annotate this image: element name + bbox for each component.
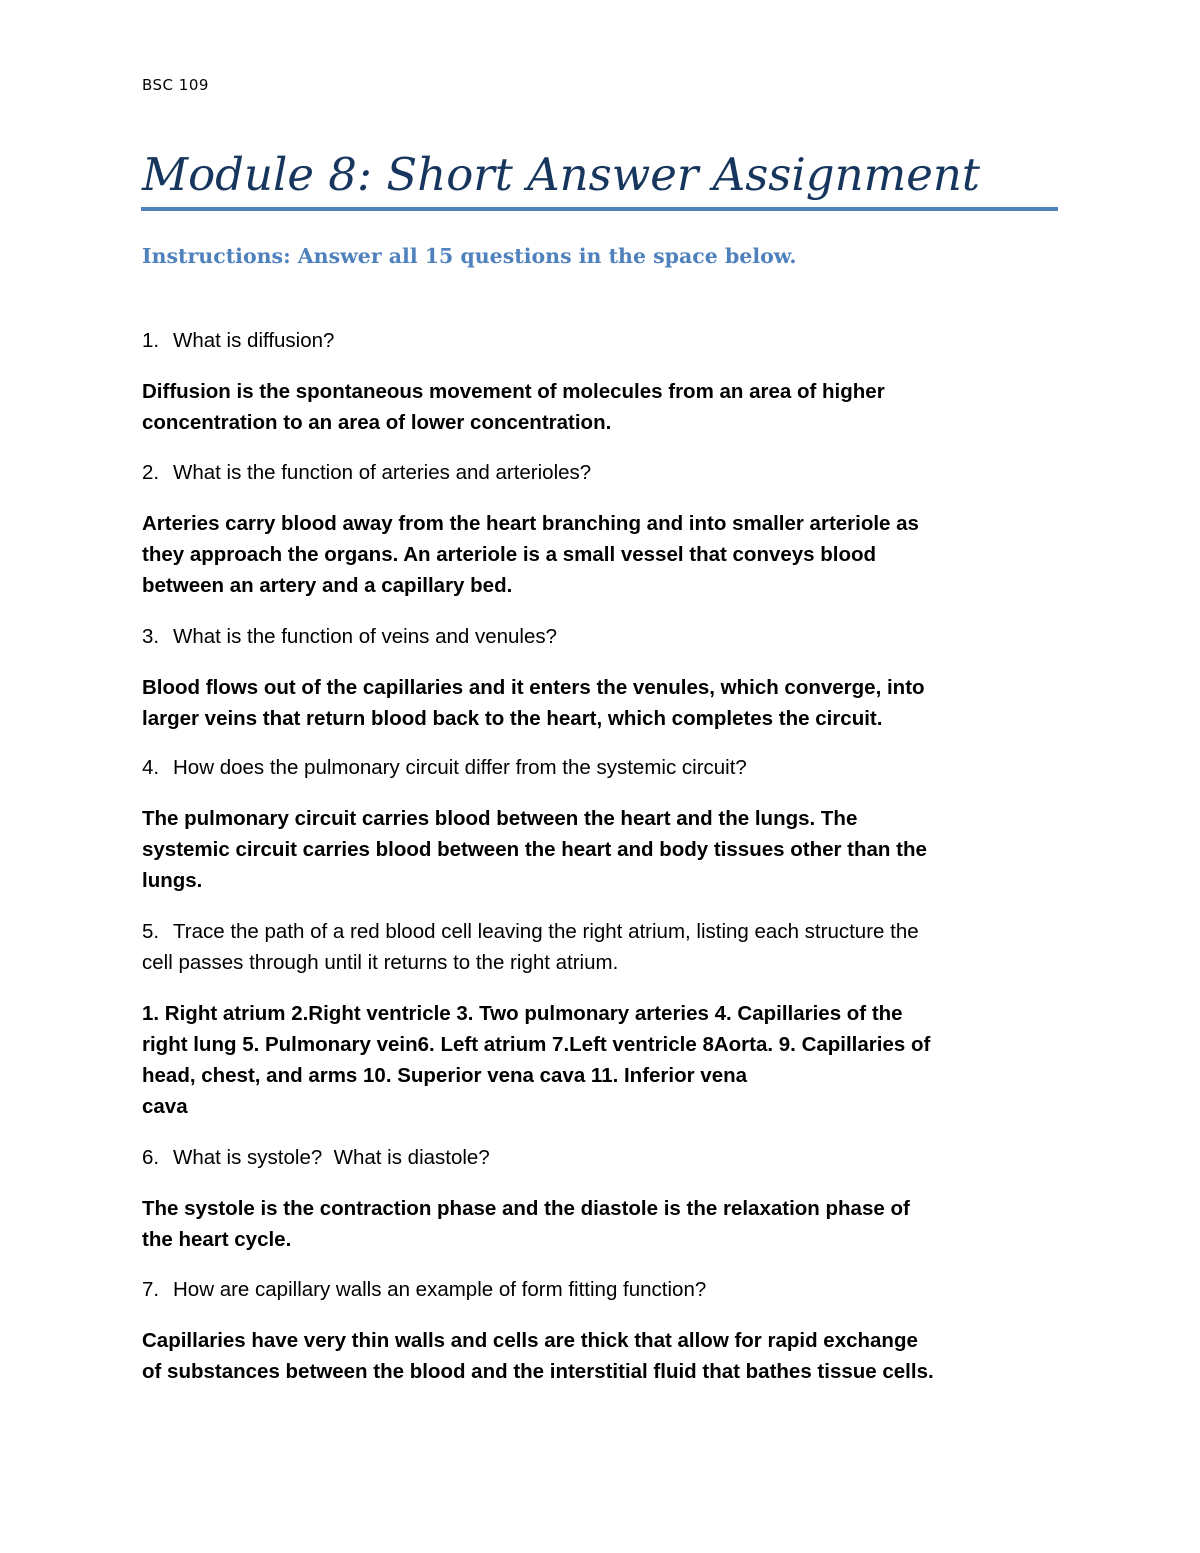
question-text: How are capillary walls an example of form fitting function? [173,1278,707,1301]
question-number: 2. [142,461,160,484]
instructions-text: Instructions: Answer all 15 questions in the space below. [142,244,797,268]
question-number: 5. [142,920,160,943]
question-7 [142,1274,1052,1305]
question-text: What is the function of arteries and arterioles? [173,461,592,484]
question-4 [142,752,1052,783]
question-number: 6. [142,1146,160,1169]
question-number: 3. [142,625,160,648]
question-block-5 [142,916,1052,1122]
question-number: 7. [142,1278,160,1301]
question-text: What is the function of veins and venules? [173,625,558,648]
question-text: What is systole? What is diastole? [173,1146,490,1169]
answer-7: Capillaries have very thin walls and cells are thick that allow for rapid exchange of substances between the blood and the interstitial fluid that bathes tissue cells. [142,1329,934,1383]
question-block-2 [142,457,1052,601]
question-block-6 [142,1142,1052,1255]
page-title: Module 8: Short Answer Assignment [142,148,980,201]
question-text: Trace the path of a red blood cell leaving the right atrium, listing each structure the cell passes through until it returns to the right atrium. [142,920,919,974]
question-6 [142,1142,1052,1173]
question-number: 1. [142,329,160,352]
question-block-4 [142,752,1052,896]
question-block-7 [142,1274,1052,1387]
course-header: BSC 109 [142,76,209,94]
answer-2: Arteries carry blood away from the heart branching and into smaller arteriole as they approach the organs. An arteriole is a small vessel that conveys blood between an artery and a capillary bed. [142,512,919,597]
answer-6: The systole is the contraction phase and the diastole is the relaxation phase of the heart cycle. [142,1197,910,1251]
answer-1: Diffusion is the spontaneous movement of molecules from an area of higher concentration to an area of lower concentration. [142,380,885,434]
answer-4: The pulmonary circuit carries blood between the heart and the lungs. The systemic circuit carries blood between the heart and body tissues other than the lungs. [142,807,927,892]
question-3 [142,621,1052,652]
question-text: How does the pulmonary circuit differ from the systemic circuit? [173,756,747,779]
question-text: What is diffusion? [173,329,335,352]
answer-3: Blood flows out of the capillaries and it enters the venules, which converge, into larger veins that return blood back to the heart, which completes the circuit. [142,676,925,730]
question-1 [142,325,1052,356]
question-block-1 [142,325,1052,438]
question-2 [142,457,1052,488]
question-block-3 [142,621,1052,734]
answer-5: 1. Right atrium 2.Right ventricle 3. Two pulmonary arteries 4. Capillaries of the right lung 5. Pulmonary vein6. Left atrium 7.Left ventricle 8Aorta. 9. Capillaries of head, chest, and arms 10. Superior vena cava 11. Inferior vena cava [142,1002,931,1118]
title-underline [141,207,1058,211]
question-5 [142,916,1052,978]
question-number: 4. [142,756,160,779]
